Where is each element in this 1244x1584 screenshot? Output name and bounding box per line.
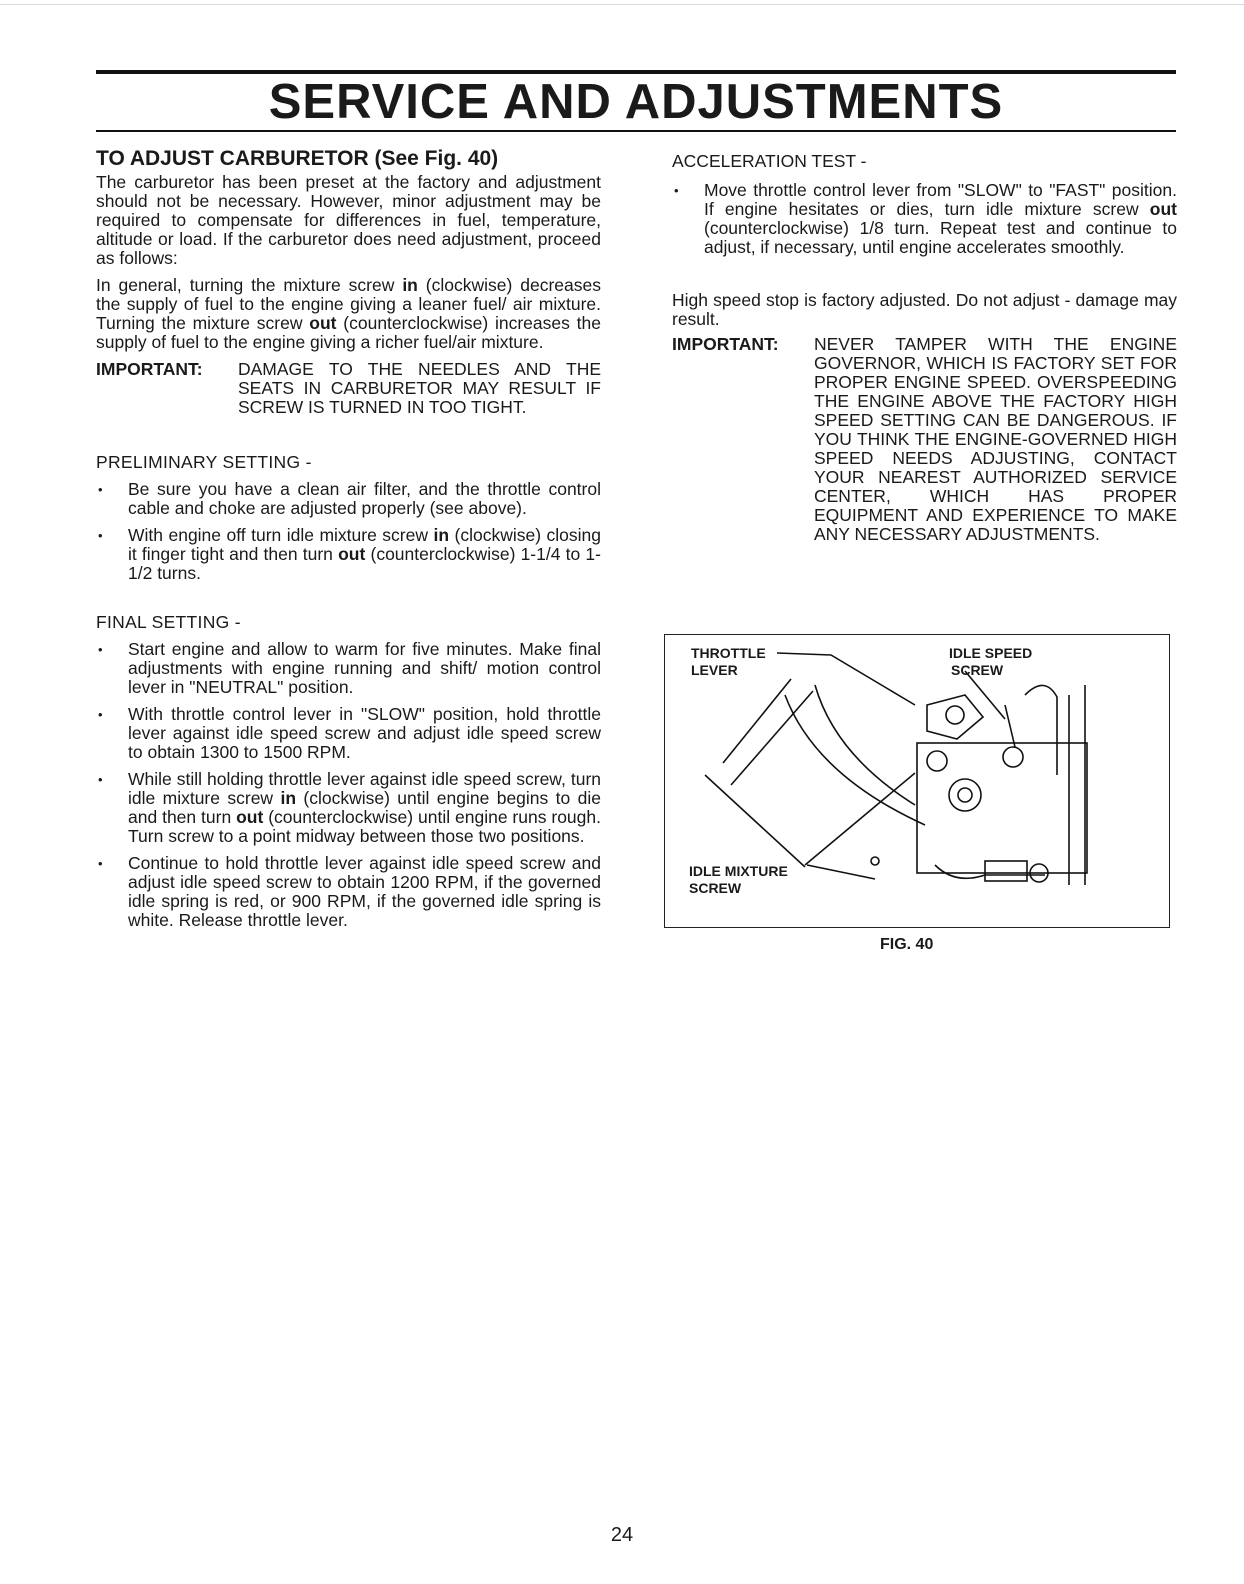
preliminary-list [96,480,601,583]
lower-body [935,865,1045,878]
carburetor-body [917,743,1087,873]
section-heading-carburetor: TO ADJUST CARBURETOR (See Fig. 40) [96,147,499,170]
left-column [96,146,601,938]
label-idle-mixture-screw: IDLE MIXTURE SCREW [689,863,788,896]
leader-idle-mixture [805,773,915,865]
acceleration-heading: ACCELERATION TEST - [672,151,867,171]
list-item: • While still holding throttle lever against idle speed screw, turn idle mixture screw in (clockwise) until engine begins to die and then turn out (counterclockwise) until engine runs rough. Turn screw to a point midway between those two positions. [96,770,601,846]
label-throttle-lever: THROTTLE LEVER [691,645,766,678]
preliminary-heading: PRELIMINARY SETTING - [96,452,312,472]
page-title: SERVICE AND ADJUSTMENTS [268,75,1004,129]
title-rule-bottom [96,130,1176,132]
small-fitting [871,857,879,865]
acceleration-list [672,181,1177,257]
lever-line [723,679,791,763]
important-label: IMPORTANT: [672,334,779,354]
important-label: IMPORTANT: [96,359,203,379]
figure-caption: FIG. 40 [880,936,934,953]
fitting-core [958,788,972,802]
general-paragraph: In general, turning the mixture screw in (clockwise) decreases the supply of fuel to the engine giving a leaner fuel/ air mixture. Turning the mixture screw out (counterclockwise) increases the supply of fuel to the engine giving a richer fuel/air mixture. [96,275,602,352]
important-text: DAMAGE TO THE NEEDLES AND THE SEATS IN CARBURETOR MAY RESULT IF SCREW IS TURNED IN TOO TIGHT. [238,359,601,417]
throttle-arm [927,695,983,739]
page-number: 24 [610,1524,634,1546]
label-idle-speed-screw: IDLE SPEED SCREW [949,645,1033,678]
fitting [949,779,981,811]
list-item: • Move throttle control lever from "SLOW" to "FAST" position. If engine hesitates or dies, turn idle mixture screw out (counterclockwise) 1/8 turn. Repeat test and continue to adjust, if necessary, until engine accelerates smoothly. [672,181,1177,257]
right-column [672,152,1177,544]
leader-throttle [777,653,915,705]
list-item: • Start engine and allow to warm for five minutes. Make final adjustments with engine running and shift/ motion control lever in "NEUTRAL" position. [96,640,601,697]
housing-curve [815,685,915,805]
leader-idle-mixture [807,865,875,879]
upper-link [1025,685,1057,775]
list-item: • With throttle control lever in "SLOW" position, hold throttle lever against idle speed screw and adjust idle speed screw to obtain 1300 to 1500 RPM. [96,705,601,762]
idle-speed-screw-shaft [1005,705,1015,747]
list-item: • Continue to hold throttle lever against idle speed screw and adjust idle speed screw to obtain 1200 RPM, if the governed idle spring is red, or 900 RPM, if the governed idle spring is white. Release throttle lever. [96,854,601,930]
housing-curve [785,695,925,825]
idle-mixture-screw-body [985,861,1027,881]
figure-40-carburetor [664,634,1170,928]
final-heading: FINAL SETTING - [96,612,241,632]
idle-speed-screw-head [1003,747,1023,767]
screw-head [927,751,947,771]
pivot [946,706,964,724]
important-note-governor [672,335,1177,544]
leader-idle-mixture [705,775,805,867]
list-item: • Be sure you have a clean air filter, and the throttle control cable and choke are adjusted properly (see above). [96,480,601,518]
high-speed-note: High speed stop is factory adjusted. Do not adjust - damage may result. [672,290,1177,329]
list-item: • With engine off turn idle mixture screw in (clockwise) closing it finger tight and then turn out (counterclockwise) 1-1/4 to 1-1/2 turns. [96,526,601,583]
important-text: NEVER TAMPER WITH THE ENGINE GOVERNOR, WHICH IS FACTORY SET FOR PROPER ENGINE SPEED. OVERSPEEDING THE ENGINE ABOVE THE FACTORY HIGH SPEED SETTING CAN BE DANGEROUS. IF YOU THINK THE ENGINE-GOVERNED HIGH SPEED NEEDS ADJUSTING, CONTACT YOUR NEAREST AUTHORIZED SERVICE CENTER, WHICH HAS PROPER EQUIPMENT AND EXPERIENCE TO MAKE ANY NECESSARY ADJUSTMENTS. [814,334,1177,544]
final-list [96,640,601,930]
scan-edge [0,4,1244,5]
intro-paragraph: The carburetor has been preset at the factory and adjustment should not be necessary. However, minor adjustment may be required to compensate for differences in fuel, temperature, altitude or load. If the carburetor does need adjustment, proceed as follows: [96,172,601,268]
important-note-needles [96,360,601,417]
